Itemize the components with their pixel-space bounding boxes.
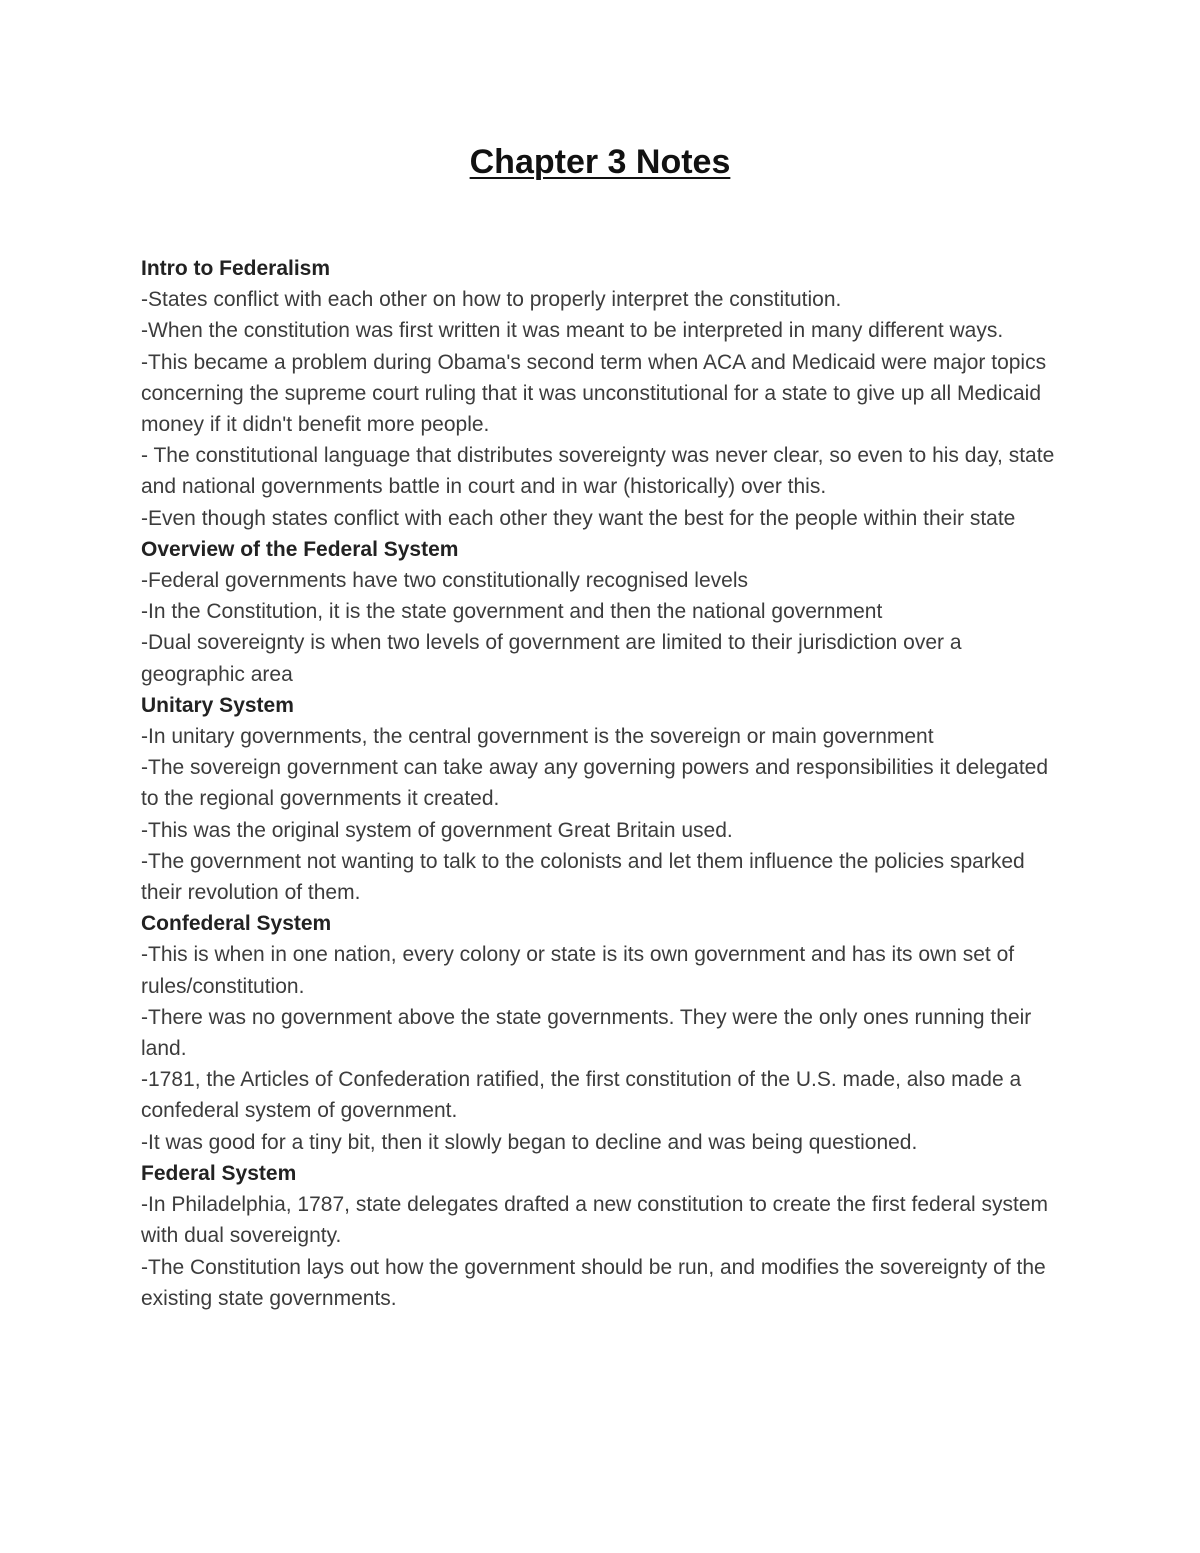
page-title: Chapter 3 Notes bbox=[469, 143, 731, 181]
note-line: -In Philadelphia, 1787, state delegates drafted a new constitution to create the first federal system with dual sovereignty. bbox=[141, 1193, 1049, 1248]
section-heading: Intro to Federalism bbox=[141, 257, 331, 280]
note-line: -This became a problem during Obama's second term when ACA and Medicaid were major topics concerning the supreme court ruling that it was unconstitutional for a state to give up all Medicaid money if it didn't benefit more people. bbox=[141, 350, 1047, 437]
note-line: -The government not wanting to talk to the colonists and let them influence the policies sparked their revolution of them. bbox=[141, 849, 1025, 905]
section-federal-system bbox=[141, 1158, 1066, 1314]
notes-body bbox=[141, 253, 1066, 1314]
note-line: -The Constitution lays out how the government should be run, and modifies the sovereignty of the existing state governments. bbox=[141, 1255, 1046, 1310]
note-line: -1781, the Articles of Confederation ratified, the first constitution of the U.S. made, also made a confederal system of government. bbox=[141, 1068, 1022, 1123]
note-line: -This is when in one nation, every colony or state is its own government and has its own set of rules/constitution. bbox=[141, 943, 1015, 998]
section-unitary-system bbox=[141, 690, 1066, 908]
note-line: -States conflict with each other on how to properly interpret the constitution. bbox=[141, 288, 842, 312]
section-intro-to-federalism bbox=[141, 253, 1066, 534]
section-overview-of-the-federal-system bbox=[141, 534, 1066, 690]
section-heading: Federal System bbox=[141, 1161, 297, 1185]
section-heading: Confederal System bbox=[141, 912, 332, 936]
note-line: -The sovereign government can take away any governing powers and responsibilities it delegated to the regional governments it created. bbox=[141, 756, 1049, 811]
note-line: -There was no government above the state governments. They were the only ones running their land. bbox=[141, 1005, 1032, 1061]
note-line: -Dual sovereignty is when two levels of government are limited to their jurisdiction over a geographic area bbox=[141, 631, 962, 686]
note-line: - The constitutional language that distributes sovereignty was never clear, so even to his day, state and national governments battle in court and in war (historically) over this. bbox=[141, 444, 1055, 499]
note-line: -This was the original system of government Great Britain used. bbox=[141, 818, 733, 842]
note-line: -In unitary governments, the central government is the sovereign or main government bbox=[141, 725, 934, 749]
note-line: -In the Constitution, it is the state government and then the national government bbox=[141, 600, 883, 624]
section-confederal-system bbox=[141, 908, 1066, 1158]
section-heading: Unitary System bbox=[141, 693, 294, 717]
note-line: -Federal governments have two constitutionally recognised levels bbox=[141, 569, 748, 593]
note-line: -It was good for a tiny bit, then it slowly began to decline and was being questioned. bbox=[141, 1130, 918, 1154]
note-line: -Even though states conflict with each other they want the best for the people within their state bbox=[141, 506, 1016, 530]
note-line: -When the constitution was first written it was meant to be interpreted in many different ways. bbox=[141, 319, 1004, 343]
section-heading: Overview of the Federal System bbox=[141, 537, 459, 561]
